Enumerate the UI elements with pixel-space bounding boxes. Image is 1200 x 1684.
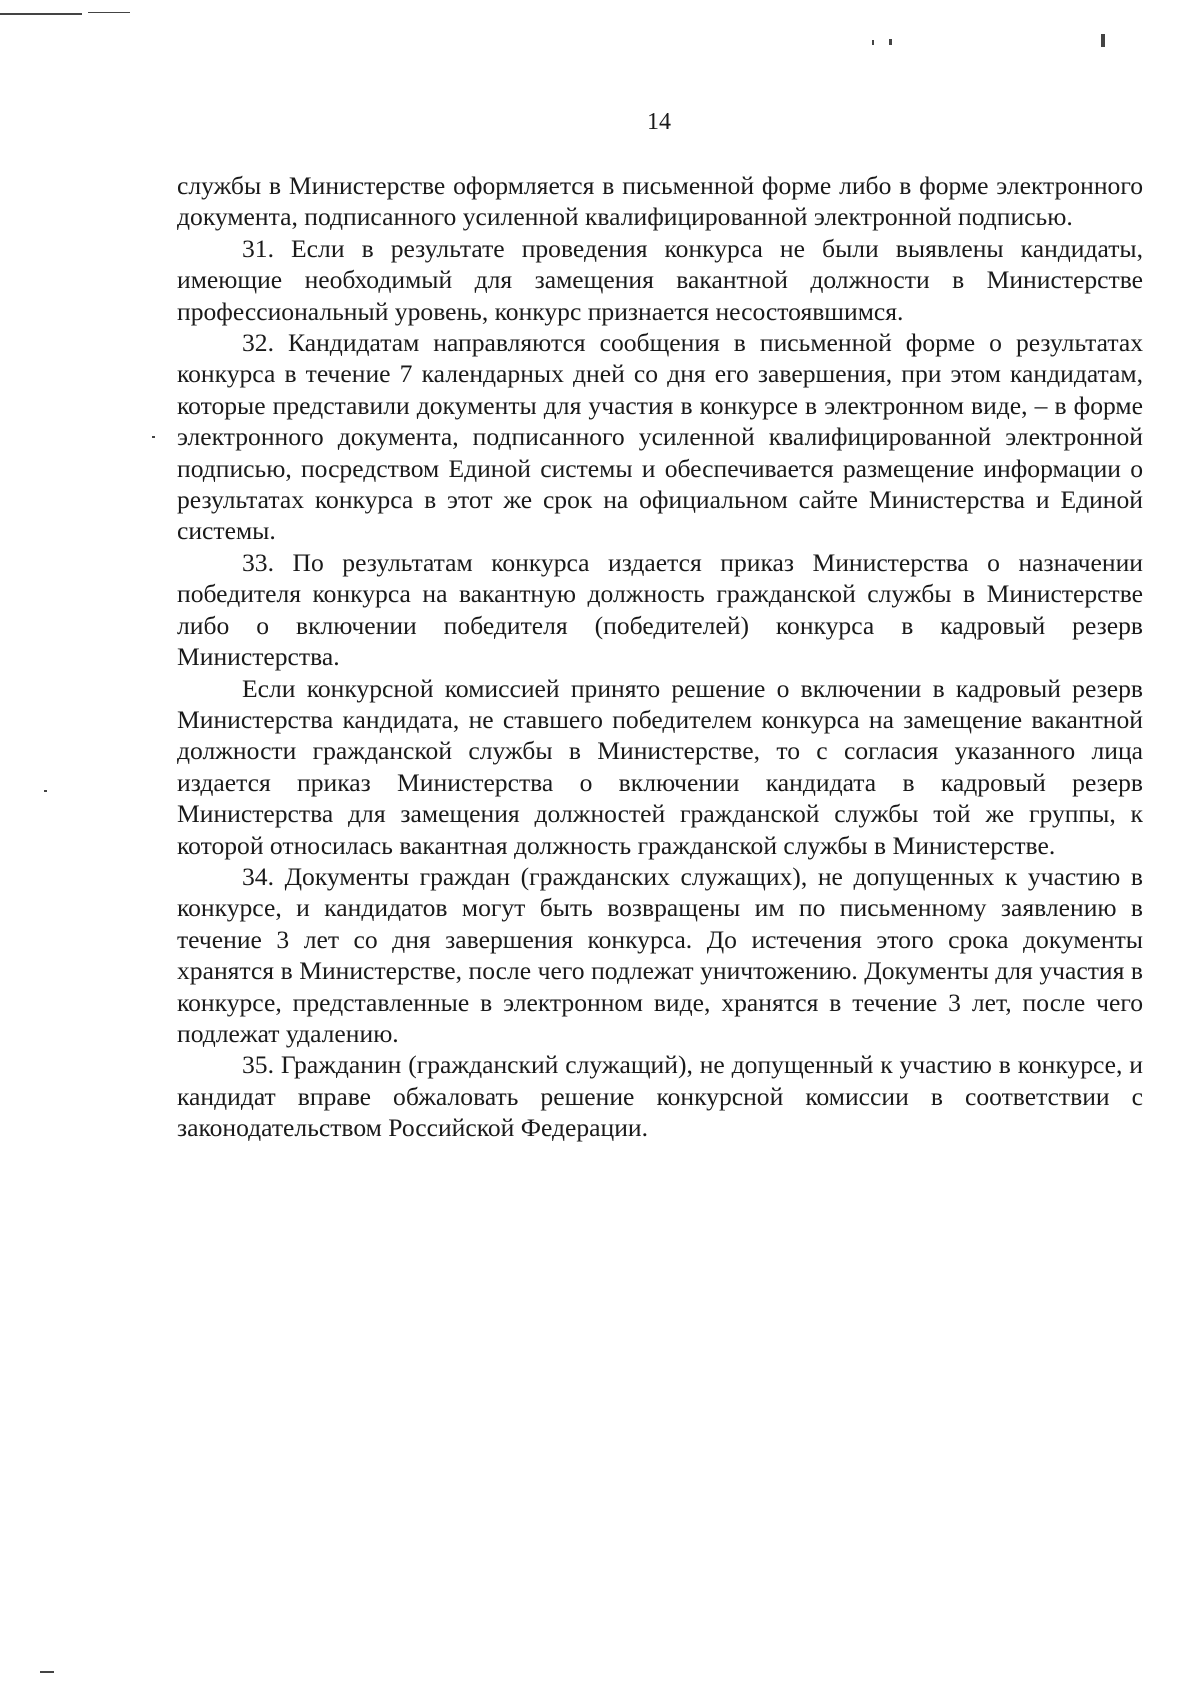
- scan-mark-top-right-2: [889, 39, 892, 45]
- paragraph-continuation: службы в Министерстве оформляется в письменной форме либо в форме электронного документа, подписанного усиленной квалифицированной электронной подписью.: [177, 171, 1143, 232]
- page-number: 14: [647, 109, 671, 135]
- paragraph-33: 33. По результатам конкурса издается приказ Министерства о назначении победителя конкурса на вакантную должность гражданской службы в Министерстве либо о включении победителя (победителей) конкурса в кадровый резерв Министерства.: [177, 547, 1143, 672]
- paragraph-35: 35. Гражданин (гражданский служащий), не допущенный к участию в конкурсе, и кандидат вправе обжаловать решение конкурсной комиссии в соответствии с законодательством Российской Федерации.: [177, 1050, 1143, 1143]
- scan-mark-top-right-3: [1101, 34, 1105, 47]
- scan-mark-left-dot-2: [44, 790, 47, 792]
- scan-mark-top-left-short: [88, 12, 130, 13]
- paragraph-33-reserve: Если конкурсной комиссией принято решение о включении в кадровый резерв Министерства кандидата, не ставшего победителем конкурса на замещение вакантной должности гражданской службы в Министерстве, то с согласия указанного лица издается приказ Министерства о включении кандидата в кадровый резерв Министерства для замещения должностей гражданской службы той же группы, к которой относилась вакантная должность гражданской службы в Министерстве.: [177, 673, 1143, 860]
- document-body: [177, 170, 1143, 1144]
- paragraph-31: 31. Если в результате проведения конкурса не были выявлены кандидаты, имеющие необходимый для замещения вакантной должности в Министерстве профессиональный уровень, конкурс признается несостоявшимся.: [177, 233, 1143, 326]
- paragraph-32: 32. Кандидатам направляются сообщения в письменной форме о результатах конкурса в течение 7 календарных дней со дня его завершения, при этом кандидатам, которые представили документы для участия в конкурсе в электронном виде, – в форме электронного документа, подписанного усиленной квалифицированной электронной подписью, посредством Единой системы и обеспечивается размещение информации о результатах конкурса в этот же срок на официальном сайте Министерства и Единой системы.: [177, 328, 1143, 546]
- scan-mark-top-left: [0, 13, 82, 15]
- scan-mark-top-right-1: [872, 40, 874, 45]
- scan-mark-left-dot-1: [152, 436, 155, 438]
- scan-mark-bottom-left: [40, 1671, 54, 1673]
- paragraph-34: 34. Документы граждан (гражданских служащих), не допущенных к участию в конкурсе, и кандидатов могут быть возвращены им по письменному заявлению в течение 3 лет со дня завершения конкурса. До истечения этого срока документы хранятся в Министерстве, после чего подлежат уничтожению. Документы для участия в конкурсе, представленные в электронном виде, хранятся в течение 3 лет, после чего подлежат удалению.: [177, 861, 1143, 1048]
